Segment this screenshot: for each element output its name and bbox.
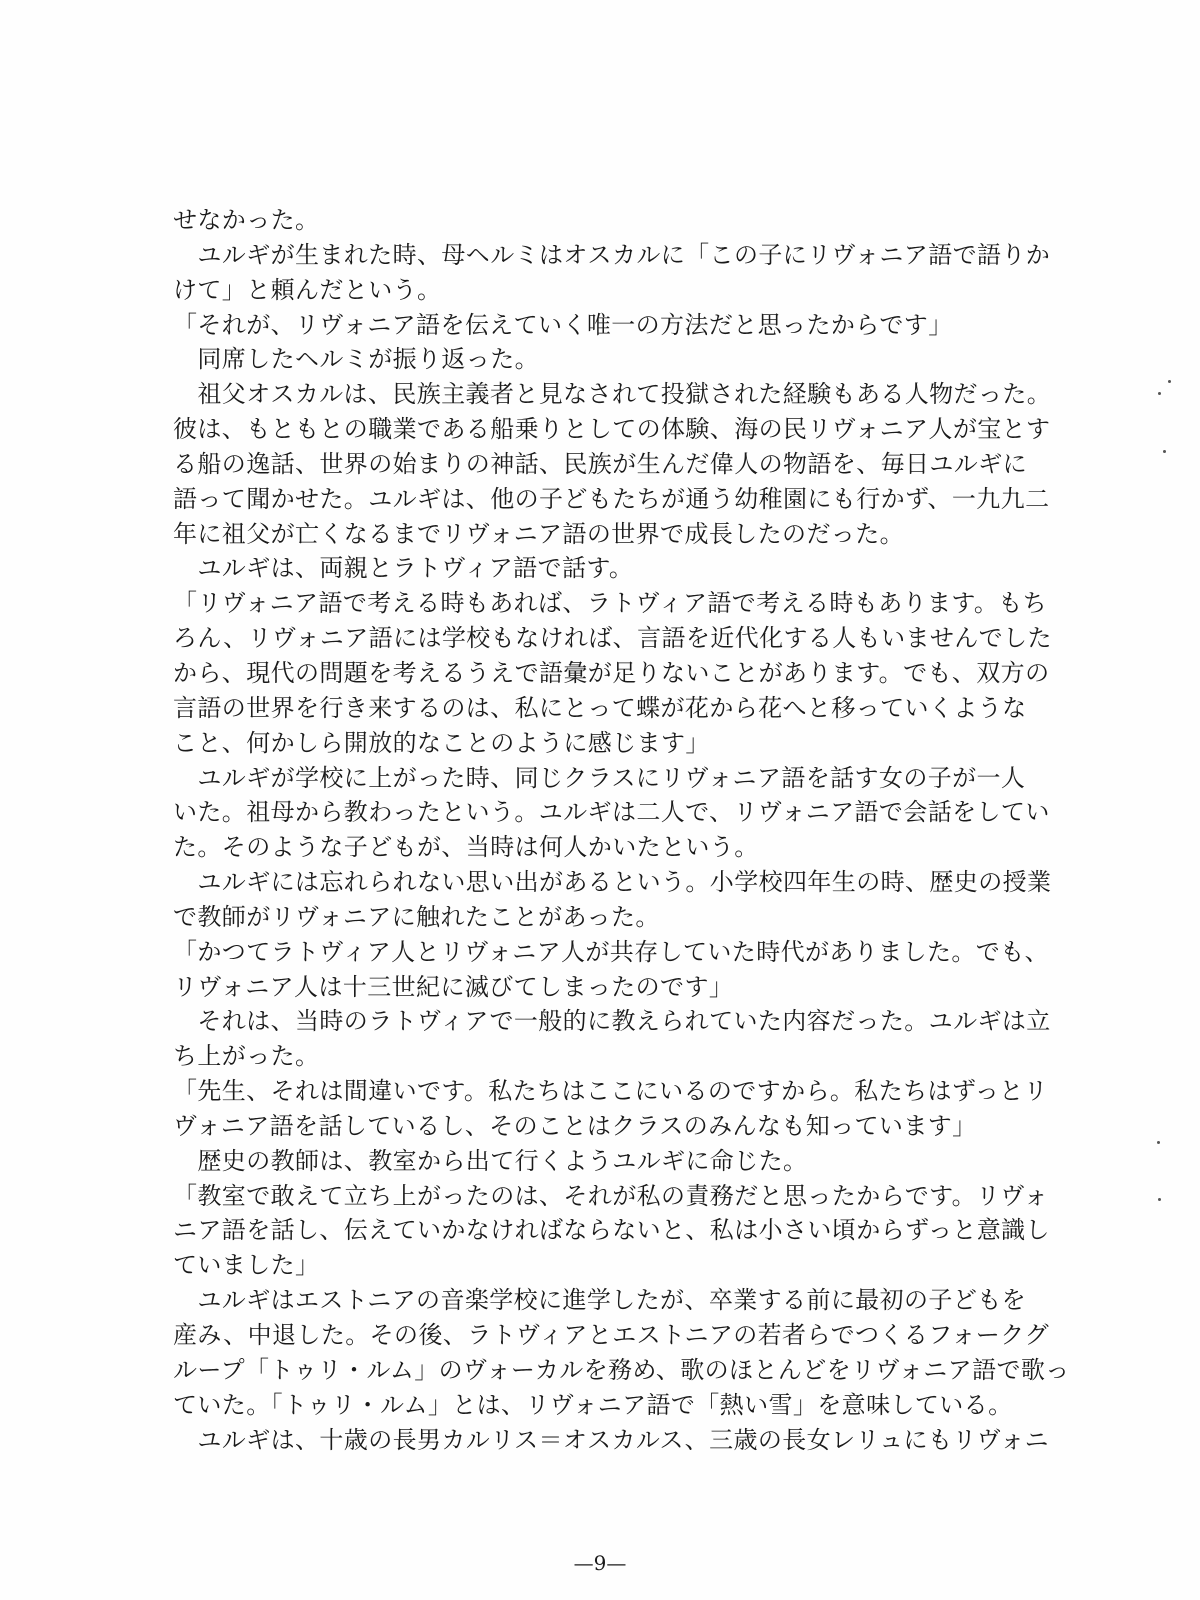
scan-speck [1158,1198,1161,1201]
text-line: 「それが、リヴォニア語を伝えていく唯一の方法だと思ったからです」 [173,310,953,339]
text-line: ち上がった。 [173,1042,320,1071]
scan-speck [1168,380,1171,383]
text-line: で教師がリヴォニアに触れたことがあった。 [173,902,660,931]
text-line: 年に祖父が亡くなるまでリヴォニア語の世界で成長したのだった。 [173,519,905,548]
text-line: ヴォニア語を話しているし、そのことはクラスのみんなも知っています」 [173,1111,977,1140]
text-line: ろん、リヴォニア語には学校もなければ、言語を近代化する人もいませんでした [173,624,1052,653]
text-line: から、現代の問題を考えるうえで語彙が足りないことがあります。でも、双方の [173,658,1050,687]
text-line: リヴォニア人は十三世紀に滅びてしまったのです」 [173,972,734,1001]
scan-speck [1157,1141,1160,1144]
text-line: せなかった。 [173,206,320,234]
text-line: ユルギには忘れられない思い出があるという。小学校四年生の時、歴史の授業 [173,868,1052,897]
text-line: ユルギが学校に上がった時、同じクラスにリヴォニア語を話す女の子が一人 [173,763,1026,792]
text-line: ユルギは、両親とラトヴィア語で話す。 [173,554,634,583]
text-line: 「リヴォニア語で考える時もあれば、ラトヴィア語で考える時もあります。もち [173,589,1048,618]
text-line: 言語の世界を行き来するのは、私にとって蝶が花から花へと移っていくような [173,693,1027,722]
scan-speck [1163,450,1166,453]
text-line: 「かつてラトヴィア人とリヴォニア人が共存していた時代がありました。でも、 [173,937,1049,966]
text-line: ユルギが生まれた時、母ヘルミはオスカルに「この子にリヴォニア語で語りか [173,240,1051,269]
text-line: ユルギは、十歳の長男カルリス＝オスカルス、三歳の長女レリュにもリヴォニ [173,1425,1049,1454]
text-line: 語って聞かせた。ユルギは、他の子どもたちが通う幼稚園にも行かず、一九九二 [173,484,1050,513]
text-line: 「先生、それは間違いです。私たちはここにいるのですから。私たちはずっとリ [173,1077,1049,1106]
text-line: 彼は、もともとの職業である船乗りとしての体験、海の民リヴォニア人が宝とす [173,415,1051,444]
text-line: ニア語を話し、伝えていかなければならないと、私は小さい頃からずっと意識し [173,1216,1050,1245]
text-line: た。そのような子どもが、当時は何人かいたという。 [173,833,759,862]
text-line: それは、当時のラトヴィアで一般的に教えられていた内容だった。ユルギは立 [173,1007,1051,1036]
text-line: 同席したヘルミが振り返った。 [173,345,539,374]
page-number: —9— [573,1551,627,1575]
scan-speck [1158,392,1161,395]
text-line: こと、何かしら開放的なことのように感じます」 [173,728,710,757]
text-line: いた。祖母から教わったという。ユルギは二人で、リヴォニア語で会話をしてい [173,798,1050,827]
text-line: 「教室で敢えて立ち上がったのは、それが私の責務だと思ったからです。リヴォ [173,1181,1049,1210]
text-line: る船の逸話、世界の始まりの神話、民族が生んだ偉人の物語を、毎日ユルギに [173,449,1027,478]
text-line: 歴史の教師は、教室から出て行くようユルギに命じた。 [173,1146,808,1175]
text-line: 産み、中退した。その後、ラトヴィアとエストニアの若者らでつくるフォークグ [173,1321,1049,1349]
text-line: ていました」 [173,1251,320,1280]
text-line: ていた。「トゥリ・ルム」とは、リヴォニア語で「熱い雪」を意味している。 [173,1390,1013,1419]
text-line: 祖父オスカルは、民族主義者と見なされて投獄された経験もある人物だった。 [173,380,1052,409]
text-line: ユルギはエストニアの音楽学校に進学したが、卒業する前に最初の子どもを [173,1286,1027,1315]
body-text [173,203,1070,1457]
text-line: けて」と頼んだという。 [173,275,442,304]
text-line: ループ「トゥリ・ルム」のヴォーカルを務め、歌のほとんどをリヴォニア語で歌っ [173,1355,1070,1384]
